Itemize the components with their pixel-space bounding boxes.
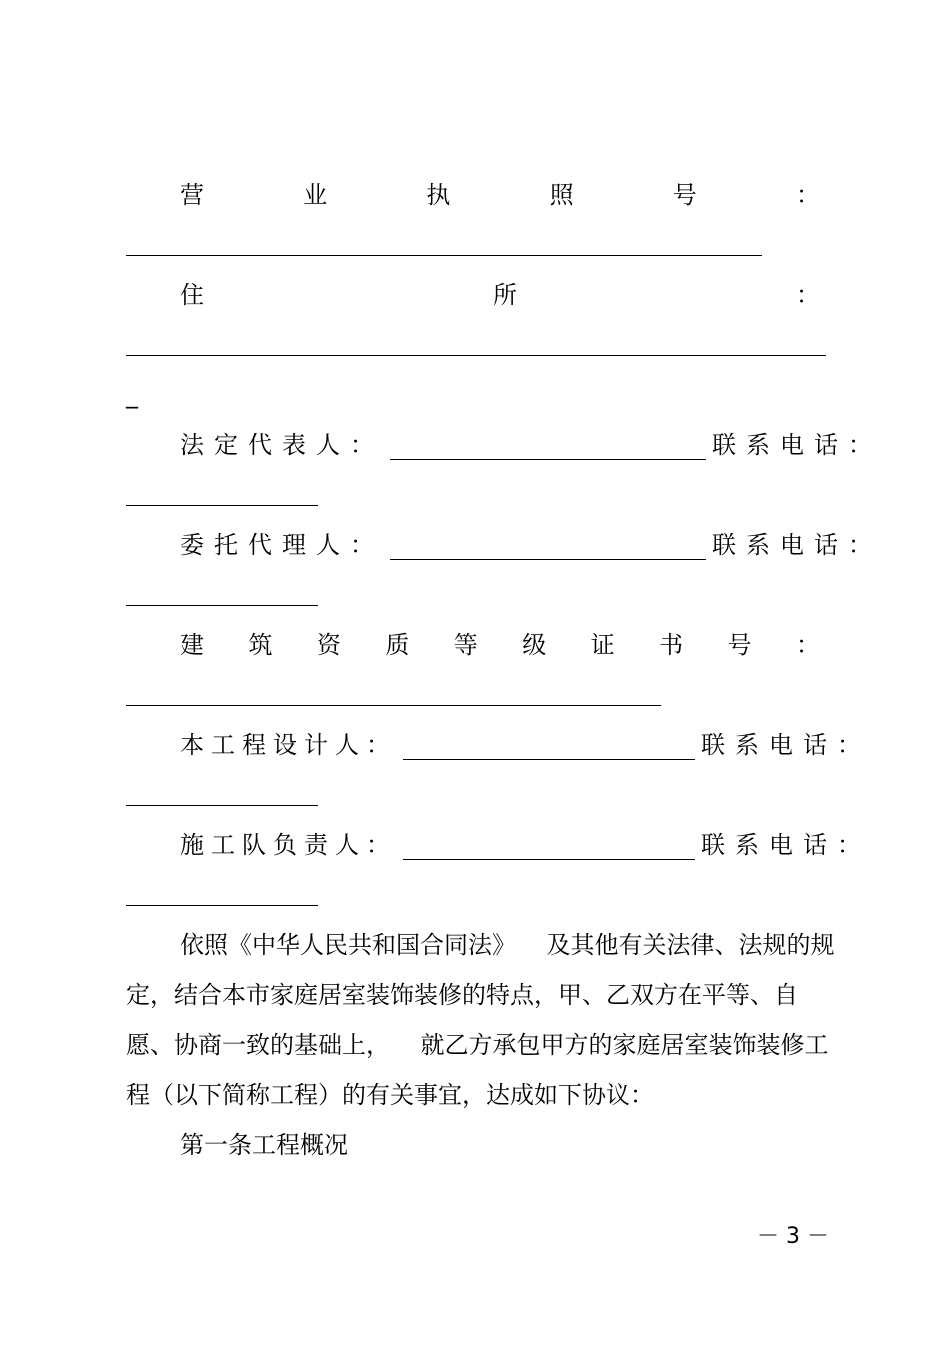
label-char: ： [795,631,820,659]
label-char: 号 [727,631,752,659]
label-char: 照 [549,181,574,209]
address-label [180,280,820,310]
label-char: 证 [590,631,615,659]
label-char: 执 [426,181,451,209]
label-char: 所 [493,281,517,309]
qualification-blank[interactable] [126,705,661,706]
page-number: － 3 － [757,1224,829,1249]
label-char: 营 [180,181,204,209]
phone-label: 联系电话： [712,531,882,559]
label-char: 业 [303,181,328,209]
label-char: 质 [385,631,410,659]
phone-label: 联系电话： [701,831,871,859]
designer-label: 本工程设计人： [180,731,397,759]
article-title: 第一条工程概况 [180,1131,348,1159]
qualification-label [180,630,820,660]
business-license-blank[interactable] [126,255,762,256]
designer-blank[interactable] [403,735,695,760]
agent-phone-blank[interactable] [126,605,318,606]
foreman-phone-blank[interactable] [126,905,318,906]
label-char: 建 [180,631,204,659]
designer-row [180,730,871,760]
label-char: 号 [672,181,697,209]
label-char: 筑 [248,631,273,659]
label-char: 资 [316,631,341,659]
label-char: 级 [522,631,547,659]
phone-label: 联系电话： [712,431,882,459]
legal-representative-blank[interactable] [390,435,706,460]
label-char: 住 [180,281,204,309]
business-license-label [180,180,820,210]
phone-label: 联系电话： [701,731,871,759]
label-char: ： [795,181,820,209]
foreman-label: 施工队负责人： [180,831,397,859]
legal-representative-label: 法定代表人： [180,431,384,459]
legal-representative-row [180,430,882,460]
address-blank[interactable] [126,355,826,356]
agent-blank[interactable] [390,535,706,560]
paragraph-line-2: 定，结合本市家庭居室装饰装修的特点，甲、乙双方在平等、自 [126,981,798,1009]
agent-row [180,530,882,560]
foreman-blank[interactable] [403,835,695,860]
paragraph-line-4: 程（以下简称工程）的有关事宜，达成如下协议： [126,1081,654,1109]
legal-representative-phone-blank[interactable] [126,505,318,506]
paragraph-line-3: 愿、协商一致的基础上， 就乙方承包甲方的家庭居室装饰装修工 [126,1031,829,1059]
paragraph-line-1: 依照《中华人民共和国合同法》 及其他有关法律、法规的规 [180,931,835,959]
address-blank-overflow: _ [126,381,138,409]
label-char: ： [796,281,820,309]
label-char: 等 [453,631,478,659]
designer-phone-blank[interactable] [126,805,318,806]
agent-label: 委托代理人： [180,531,384,559]
foreman-row [180,830,871,860]
label-char: 书 [659,631,684,659]
